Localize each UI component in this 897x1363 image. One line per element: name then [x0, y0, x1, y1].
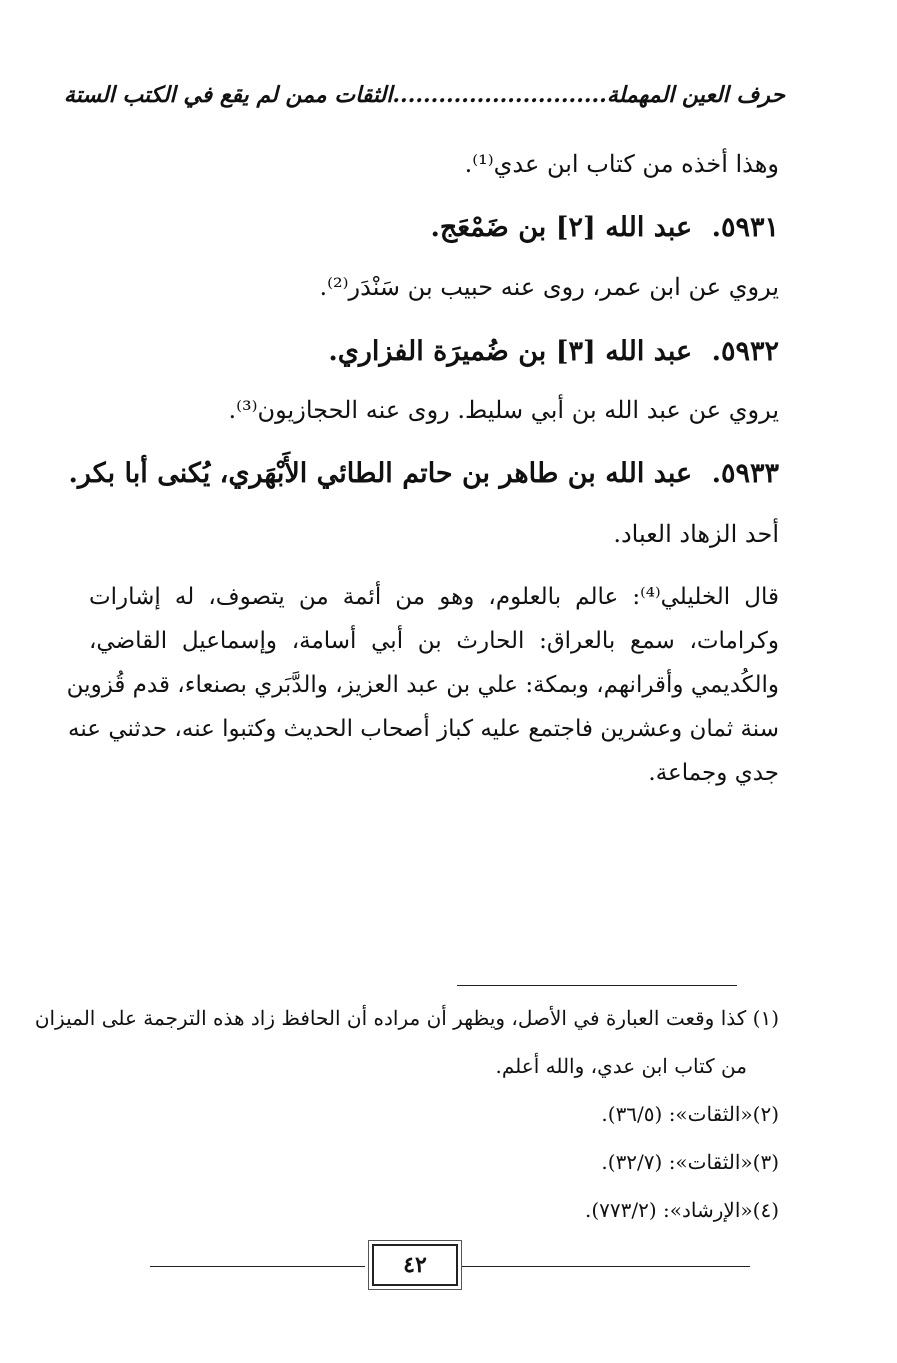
footnote-1-continued: من كتاب ابن عدي، والله أعلم. [495, 1054, 747, 1078]
entry-number: ٥٩٣٢. [711, 336, 779, 367]
paragraph-line: قال الخليلي⁽⁴⁾: عالم بالعلوم، وهو من أئمة من يتصوف، له إشارات [89, 584, 780, 610]
entry-text: يروي عن عبد الله بن أبي سليط. روى عنه الحجازيون⁽³⁾. [228, 396, 779, 424]
footnote-4: (٤)«الإرشاد»: (٧٧٣/٢). [584, 1198, 779, 1222]
entry-name: عبد الله [٣] بن ضُميرَة الفزاري. [328, 336, 693, 367]
paragraph-line: سنة ثمان وعشرين فاجتمع عليه كباز أصحاب الحديث وكتبوا عنه، حدثني عنه [68, 716, 779, 742]
entry-number: ٥٩٣١. [711, 212, 779, 243]
running-header [63, 82, 785, 108]
entry-name: عبد الله بن طاهر بن حاتم الطائي الأَبْهَري، يُكنى أبا بكر. [68, 458, 693, 489]
bottom-rule-left [150, 1266, 365, 1267]
footnote-separator [457, 985, 737, 986]
page-number: ٤٢ [372, 1244, 458, 1286]
entry-5932 [328, 336, 779, 367]
paragraph-line: وكرامات، سمع بالعراق: الحارث بن أبي أسامة، وإسماعيل القاضي، [89, 628, 779, 654]
header-dots: ............................ [392, 82, 607, 108]
entry-name: عبد الله [٢] بن ضَمْعَج. [430, 212, 693, 243]
entry-5931 [430, 212, 779, 243]
intro-line: وهذا أخذه من كتاب ابن عدي⁽¹⁾. [464, 150, 779, 178]
bottom-rule-right [458, 1266, 750, 1267]
entry-text: يروي عن ابن عمر، روى عنه حبيب بن سَنْدَر⁽²⁾. [319, 273, 779, 301]
paragraph-line: والكُديمي وأقرانهم، وبمكة: علي بن عبد العزيز، والدَّبَري بصنعاء، قدم قُزوين [66, 672, 779, 698]
entry-text: أحد الزهاد العباد. [613, 520, 779, 548]
header-book-title: الثقات ممن لم يقع في الكتب الستة [63, 82, 393, 108]
header-chapter: حرف العين المهملة [606, 82, 785, 108]
entry-number: ٥٩٣٣. [711, 458, 779, 489]
biography-paragraph [66, 575, 780, 795]
footnote-3: (٣)«الثقات»: (٣٢/٧). [601, 1150, 779, 1174]
footnote-1: (١) كذا وقعت العبارة في الأصل، ويظهر أن مراده أن الحافظ زاد هذه الترجمة على الميزان [34, 1006, 779, 1030]
footnote-2: (٢)«الثقات»: (٣٦/٥). [601, 1102, 779, 1126]
paragraph-line: جدي وجماعة. [648, 760, 779, 786]
entry-5933 [68, 458, 779, 489]
